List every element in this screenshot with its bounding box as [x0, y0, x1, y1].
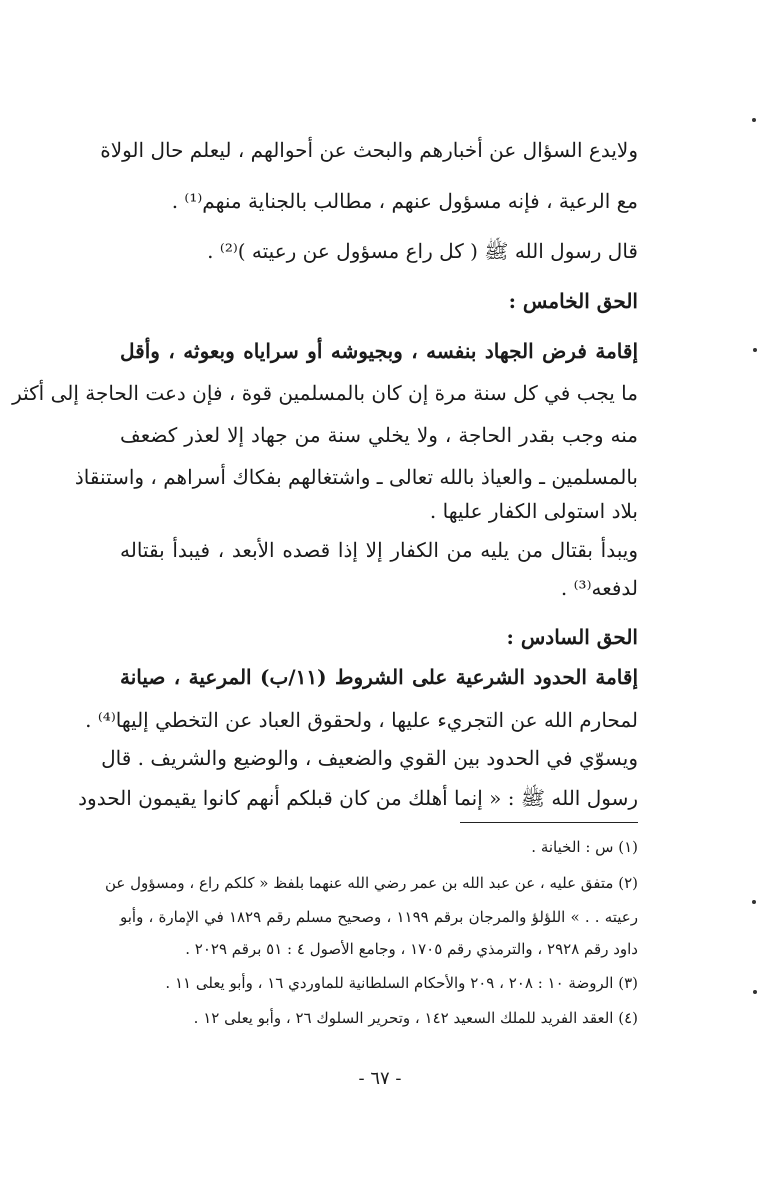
- page-number: - ٦٧ -: [358, 1068, 402, 1089]
- footnote: (٣) الروضة ١٠ : ٢٠٨ ، ٢٠٩ والأحكام السلطانية للماوردي ١٦ ، وأبو يعلى ١١ .: [165, 974, 638, 992]
- body-line: بالمسلمين ـ والعياذ بالله تعالى ـ واشتغالهم بفكاك أسراهم ، واستنقاذ: [74, 465, 638, 489]
- body-line: قال رسول الله ﷺ ( كل راع مسؤول عن رعيته )⁽²⁾ .: [207, 239, 638, 263]
- footnote-separator: [460, 822, 638, 823]
- footnote: (١) س : الخيانة .: [531, 838, 638, 856]
- scan-speck: [753, 990, 757, 994]
- scan-speck: [753, 348, 757, 352]
- body-line: لدفعه⁽³⁾ .: [560, 576, 638, 600]
- section-heading: الحق السادس :: [506, 625, 638, 649]
- body-line: ما يجب في كل سنة مرة إن كان بالمسلمين قوة ، فإن دعت الحاجة إلى أكثر: [12, 381, 638, 405]
- body-line: إقامة الحدود الشرعية على الشروط (١١/ب) المرعية ، صيانة: [120, 665, 639, 689]
- body-line: ولايدع السؤال عن أخبارهم والبحث عن أحوالهم ، ليعلم حال الولاة: [100, 138, 638, 162]
- body-line: ويسوّي في الحدود بين القوي والضعيف ، والوضيع والشريف . قال: [101, 746, 638, 770]
- scan-speck: [752, 900, 756, 904]
- scan-speck: [752, 118, 756, 122]
- section-heading: الحق الخامس :: [508, 289, 638, 313]
- footnote: (٤) العقد الفريد للملك السعيد ١٤٢ ، وتحرير السلوك ٢٦ ، وأبو يعلى ١٢ .: [193, 1009, 638, 1027]
- body-line: منه وجب بقدر الحاجة ، ولا يخلي سنة من جهاد إلا لعذر كضعف: [120, 423, 638, 447]
- footnote: داود رقم ٢٩٢٨ ، والترمذي رقم ١٧٠٥ ، وجامع الأصول ٤ : ٥١ برقم ٢٠٢٩ .: [185, 940, 638, 958]
- footnote: (٢) متفق عليه ، عن عبد الله بن عمر رضي الله عنهما بلفظ « كلكم راع ، ومسؤول عن: [104, 874, 638, 892]
- body-line: ويبدأ بقتال من يليه من الكفار إلا إذا قصده الأبعد ، فيبدأ بقتاله: [120, 538, 638, 562]
- body-line: بلاد استولى الكفار عليها .: [429, 499, 638, 523]
- body-line: إقامة فرض الجهاد بنفسه ، وبجيوشه أو سراياه وبعوثه ، وأقل: [120, 339, 638, 363]
- footnote: رعيته . . » اللؤلؤ والمرجان برقم ١١٩٩ ، وصحيح مسلم رقم ١٨٢٩ في الإمارة ، وأبو: [120, 908, 639, 926]
- body-line: لمحارم الله عن التجريء عليها ، ولحقوق العباد عن التخطي إليها⁽⁴⁾ .: [85, 708, 638, 732]
- body-line: مع الرعية ، فإنه مسؤول عنهم ، مطالب بالجناية منهم⁽¹⁾ .: [171, 189, 638, 213]
- body-line: رسول الله ﷺ : « إنما أهلك من كان قبلكم أنهم كانوا يقيمون الحدود: [78, 786, 638, 810]
